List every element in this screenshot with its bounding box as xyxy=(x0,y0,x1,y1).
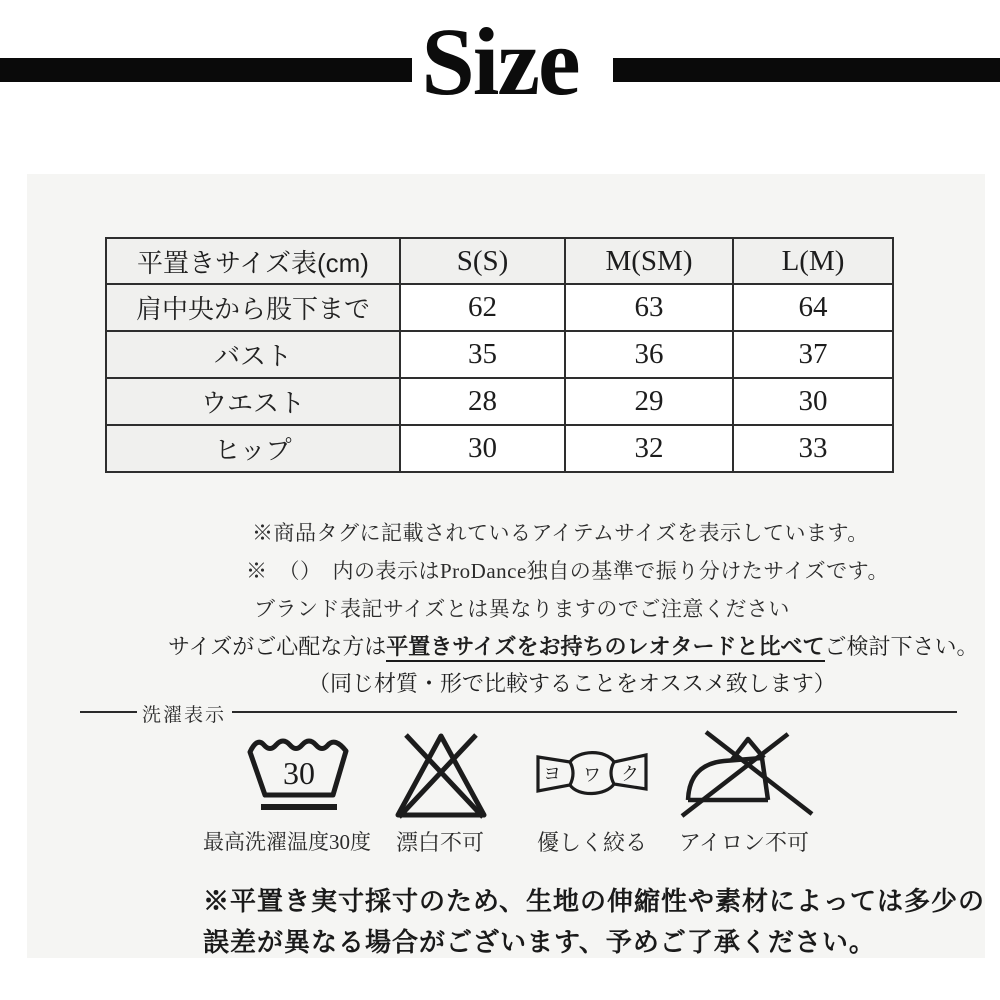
table-cell: 37 xyxy=(733,331,893,378)
advice-emphasis: 平置きサイズをお持ちのレオタードと比べて xyxy=(386,634,824,662)
note-line-1: ※商品タグに記載されているアイテムサイズを表示しています。 xyxy=(252,521,869,545)
table-row xyxy=(106,284,893,331)
table-cell: 32 xyxy=(565,425,733,472)
wring-gently-icon xyxy=(535,748,649,800)
table-cell: 63 xyxy=(565,284,733,331)
advice-prefix: サイズがご心配な方は xyxy=(168,634,387,659)
row-label: ヒップ xyxy=(106,425,400,472)
care-item-label: 優しく絞る xyxy=(536,830,647,855)
table-cell: 35 xyxy=(400,331,565,378)
title-bar-right xyxy=(613,58,1000,82)
care-item-label: 最高洗濯温度30度 xyxy=(203,830,371,854)
table-cell: 64 xyxy=(733,284,893,331)
care-section-label: 洗濯表示 xyxy=(142,705,227,726)
table-cell: 36 xyxy=(565,331,733,378)
size-table-header-l: L(M) xyxy=(733,238,893,284)
care-item-label: アイロン不可 xyxy=(678,830,810,855)
table-row xyxy=(106,331,893,378)
wring-char-2: ワ xyxy=(583,765,601,785)
table-cell: 33 xyxy=(733,425,893,472)
footer-note-line-1: ※平置き実寸採寸のため、生地の伸縮性や素材によっては多少の xyxy=(203,887,985,916)
row-label: ウエスト xyxy=(106,378,400,425)
table-cell: 30 xyxy=(733,378,893,425)
no-iron-icon xyxy=(676,726,816,820)
size-table-header-title: 平置きサイズ表(cm) xyxy=(106,238,400,284)
footer-note-line-2: 誤差が異なる場合がございます、予めご了承ください。 xyxy=(203,928,876,957)
advice-line xyxy=(168,630,979,661)
table-cell: 28 xyxy=(400,378,565,425)
table-row xyxy=(106,378,893,425)
page-title: Size xyxy=(421,8,579,115)
row-label: 肩中央から股下まで xyxy=(106,284,400,331)
size-table-header-m: M(SM) xyxy=(565,238,733,284)
table-cell: 62 xyxy=(400,284,565,331)
size-table xyxy=(105,237,894,473)
care-item-label: 漂白不可 xyxy=(395,830,484,855)
size-table-header-row xyxy=(106,238,893,284)
note-line-3: ブランド表記サイズとは異なりますのでご注意ください xyxy=(254,597,790,621)
table-row xyxy=(106,425,893,472)
table-cell: 29 xyxy=(565,378,733,425)
note-line-2: ※ （） 内の表示はProDance独自の基準で振り分けたサイズです。 xyxy=(246,559,889,583)
size-table-header-s: S(S) xyxy=(400,238,565,284)
wash-30-icon xyxy=(246,731,352,815)
row-label: バスト xyxy=(106,331,400,378)
care-divider-right xyxy=(232,711,957,713)
care-divider-left xyxy=(80,711,137,713)
wash-temp-value: 30 xyxy=(283,755,315,791)
advice-subline: （同じ材質・形で比較することをオススメ致します） xyxy=(308,671,836,696)
wring-char-1: ヨ xyxy=(543,764,561,784)
table-cell: 30 xyxy=(400,425,565,472)
no-bleach-icon xyxy=(394,731,488,819)
wring-char-3: ク xyxy=(621,764,639,784)
advice-suffix: ご検討下さい。 xyxy=(824,634,979,659)
